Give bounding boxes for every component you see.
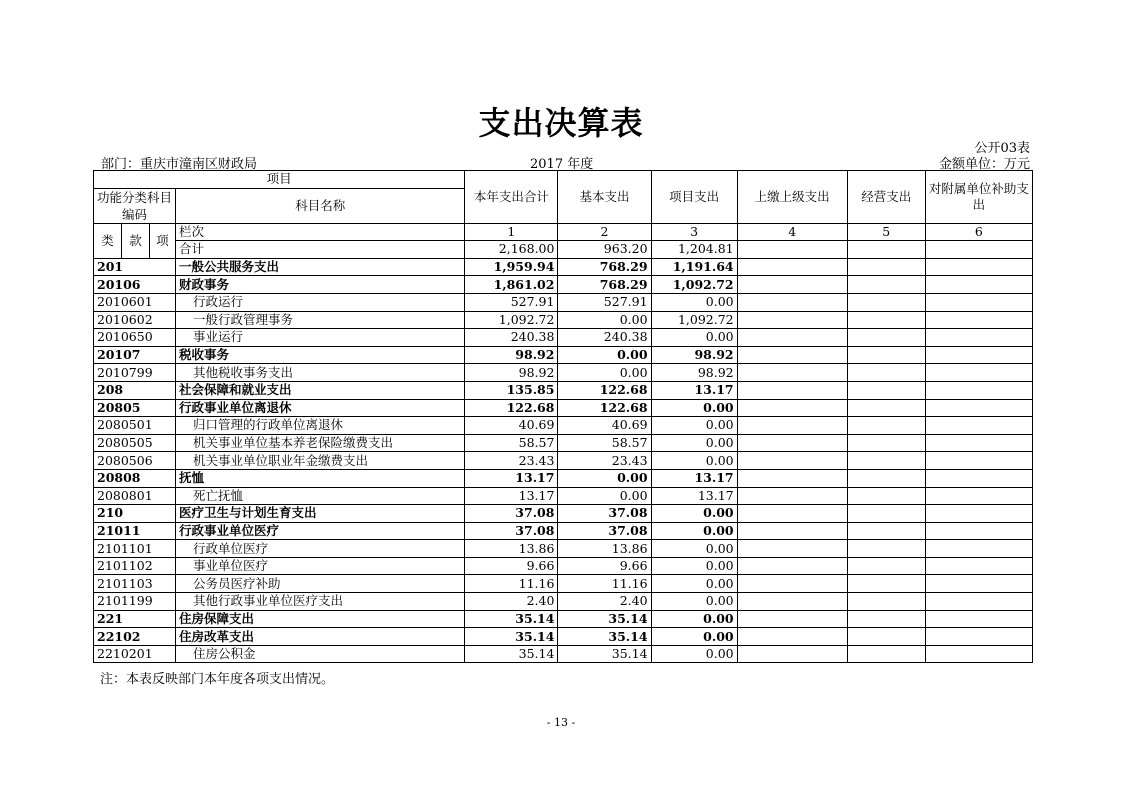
subject-name: 抚恤 <box>176 469 465 487</box>
empty-cell <box>847 452 925 470</box>
empty-cell <box>847 276 925 294</box>
basic-amount: 2.40 <box>558 593 651 611</box>
header-subject-name: 科目名称 <box>176 188 465 223</box>
subject-name: 社会保障和就业支出 <box>176 381 465 399</box>
empty-cell <box>737 505 847 523</box>
empty-cell <box>925 645 1032 663</box>
subject-code: 2101103 <box>94 575 176 593</box>
project-amount: 0.00 <box>651 645 737 663</box>
basic-amount: 11.16 <box>558 575 651 593</box>
empty-cell <box>737 434 847 452</box>
subject-code: 2101101 <box>94 540 176 558</box>
header-basic: 基本支出 <box>558 171 651 224</box>
total-amount: 13.86 <box>465 540 558 558</box>
empty-cell <box>737 399 847 417</box>
total-amount: 122.68 <box>465 399 558 417</box>
empty-cell <box>925 311 1032 329</box>
subject-code: 2010602 <box>94 311 176 329</box>
empty-cell <box>925 593 1032 611</box>
project-amount: 0.00 <box>651 417 737 435</box>
unit-label: 金额单位：万元 <box>938 157 1030 172</box>
total-amount: 37.08 <box>465 505 558 523</box>
total-project: 1,204.81 <box>651 241 737 259</box>
empty-cell <box>847 346 925 364</box>
subject-code: 201 <box>94 258 176 276</box>
project-amount: 0.00 <box>651 540 737 558</box>
project-amount: 0.00 <box>651 628 737 646</box>
total-amount: 13.17 <box>465 487 558 505</box>
empty-cell <box>737 311 847 329</box>
empty-cell <box>847 381 925 399</box>
empty-cell <box>737 610 847 628</box>
empty-cell <box>737 628 847 646</box>
empty-cell <box>847 469 925 487</box>
header-subsidiary: 对附属单位补助支出 <box>925 171 1032 224</box>
table-row <box>94 522 1033 540</box>
subject-name: 一般行政管理事务 <box>176 311 465 329</box>
table-row <box>94 628 1033 646</box>
total-amount: 11.16 <box>465 575 558 593</box>
basic-amount: 0.00 <box>558 364 651 382</box>
table-row <box>94 575 1033 593</box>
empty-cell <box>737 329 847 347</box>
subject-name: 归口管理的行政单位离退休 <box>176 417 465 435</box>
column-index: 6 <box>925 223 1032 241</box>
project-amount: 0.00 <box>651 452 737 470</box>
subject-name: 死亡抚恤 <box>176 487 465 505</box>
basic-amount: 37.08 <box>558 522 651 540</box>
header-business: 经营支出 <box>847 171 925 224</box>
subject-name: 机关事业单位职业年金缴费支出 <box>176 452 465 470</box>
project-amount: 0.00 <box>651 329 737 347</box>
total-amount: 2.40 <box>465 593 558 611</box>
header-kuan: 款 <box>122 223 150 258</box>
header-total: 本年支出合计 <box>465 171 558 224</box>
empty-cell <box>847 293 925 311</box>
subject-code: 2080501 <box>94 417 176 435</box>
subject-name: 事业单位医疗 <box>176 557 465 575</box>
subject-name: 行政单位医疗 <box>176 540 465 558</box>
basic-amount: 527.91 <box>558 293 651 311</box>
table-row <box>94 364 1033 382</box>
empty-cell <box>847 505 925 523</box>
empty-cell <box>925 575 1032 593</box>
header-func-class: 功能分类科目编码 <box>94 188 176 223</box>
project-amount: 1,092.72 <box>651 276 737 294</box>
table-row <box>94 593 1033 611</box>
empty-cell <box>925 417 1032 435</box>
subject-code: 20106 <box>94 276 176 294</box>
subject-name: 住房改革支出 <box>176 628 465 646</box>
empty-cell <box>925 522 1032 540</box>
subject-name: 其他税收事务支出 <box>176 364 465 382</box>
form-number: 公开03表 <box>974 141 1030 156</box>
subject-name: 公务员医疗补助 <box>176 575 465 593</box>
empty-cell <box>847 329 925 347</box>
subject-code: 221 <box>94 610 176 628</box>
subject-code: 21011 <box>94 522 176 540</box>
column-index: 5 <box>847 223 925 241</box>
project-amount: 1,191.64 <box>651 258 737 276</box>
table-row <box>94 487 1033 505</box>
column-index: 4 <box>737 223 847 241</box>
basic-amount: 0.00 <box>558 469 651 487</box>
project-amount: 0.00 <box>651 399 737 417</box>
empty-cell <box>737 293 847 311</box>
empty-cell <box>847 241 925 259</box>
total-row <box>94 241 1033 259</box>
basic-amount: 768.29 <box>558 276 651 294</box>
empty-cell <box>847 610 925 628</box>
expenditure-table <box>93 170 1033 663</box>
empty-cell <box>925 258 1032 276</box>
table-row <box>94 540 1033 558</box>
empty-cell <box>847 557 925 575</box>
empty-cell <box>925 610 1032 628</box>
empty-cell <box>925 293 1032 311</box>
empty-cell <box>737 381 847 399</box>
subject-code: 2080506 <box>94 452 176 470</box>
header-lanci: 栏次 <box>176 223 465 241</box>
table-note: 注：本表反映部门本年度各项支出情况。 <box>100 672 335 687</box>
table-row <box>94 399 1033 417</box>
subject-code: 20808 <box>94 469 176 487</box>
total-basic: 963.20 <box>558 241 651 259</box>
total-amount: 13.17 <box>465 469 558 487</box>
empty-cell <box>847 258 925 276</box>
empty-cell <box>847 399 925 417</box>
subject-name: 事业运行 <box>176 329 465 347</box>
subject-code: 2101199 <box>94 593 176 611</box>
total-amount: 23.43 <box>465 452 558 470</box>
empty-cell <box>737 593 847 611</box>
year-label: 2017 年度 <box>530 157 594 172</box>
subject-name: 医疗卫生与计划生育支出 <box>176 505 465 523</box>
empty-cell <box>925 399 1032 417</box>
basic-amount: 35.14 <box>558 628 651 646</box>
subject-name: 住房公积金 <box>176 645 465 663</box>
basic-amount: 122.68 <box>558 381 651 399</box>
empty-cell <box>847 434 925 452</box>
subject-name: 行政事业单位离退休 <box>176 399 465 417</box>
basic-amount: 13.86 <box>558 540 651 558</box>
empty-cell <box>925 557 1032 575</box>
empty-cell <box>925 364 1032 382</box>
total-amount: 135.85 <box>465 381 558 399</box>
total-amount: 35.14 <box>465 645 558 663</box>
basic-amount: 35.14 <box>558 610 651 628</box>
total-amount: 1,861.02 <box>465 276 558 294</box>
table-row <box>94 293 1033 311</box>
subject-name: 住房保障支出 <box>176 610 465 628</box>
basic-amount: 0.00 <box>558 346 651 364</box>
empty-cell <box>925 452 1032 470</box>
table-row <box>94 329 1033 347</box>
project-amount: 13.17 <box>651 469 737 487</box>
subject-code: 208 <box>94 381 176 399</box>
empty-cell <box>847 628 925 646</box>
subject-code: 2101102 <box>94 557 176 575</box>
empty-cell <box>737 557 847 575</box>
basic-amount: 0.00 <box>558 311 651 329</box>
empty-cell <box>925 505 1032 523</box>
project-amount: 0.00 <box>651 522 737 540</box>
subject-code: 2010799 <box>94 364 176 382</box>
project-amount: 0.00 <box>651 505 737 523</box>
subject-name: 行政运行 <box>176 293 465 311</box>
empty-cell <box>737 487 847 505</box>
total-amount: 240.38 <box>465 329 558 347</box>
empty-cell <box>847 487 925 505</box>
subject-code: 2080801 <box>94 487 176 505</box>
project-amount: 98.92 <box>651 364 737 382</box>
project-amount: 1,092.72 <box>651 311 737 329</box>
project-amount: 0.00 <box>651 593 737 611</box>
total-amount: 527.91 <box>465 293 558 311</box>
empty-cell <box>737 452 847 470</box>
project-amount: 13.17 <box>651 381 737 399</box>
empty-cell <box>847 593 925 611</box>
page-number: - 13 - <box>546 716 576 729</box>
subject-code: 20107 <box>94 346 176 364</box>
department-label: 部门：重庆市潼南区财政局 <box>101 157 258 172</box>
subject-code: 2010601 <box>94 293 176 311</box>
basic-amount: 9.66 <box>558 557 651 575</box>
total-amount: 2,168.00 <box>465 241 558 259</box>
basic-amount: 240.38 <box>558 329 651 347</box>
empty-cell <box>925 434 1032 452</box>
project-amount: 0.00 <box>651 293 737 311</box>
project-amount: 0.00 <box>651 575 737 593</box>
basic-amount: 23.43 <box>558 452 651 470</box>
column-index: 2 <box>558 223 651 241</box>
empty-cell <box>737 645 847 663</box>
table-row <box>94 469 1033 487</box>
empty-cell <box>925 628 1032 646</box>
empty-cell <box>737 364 847 382</box>
table-row <box>94 276 1033 294</box>
total-amount: 98.92 <box>465 364 558 382</box>
page-title: 支出决算表 <box>478 104 644 142</box>
table-row <box>94 645 1033 663</box>
empty-cell <box>925 487 1032 505</box>
empty-cell <box>847 311 925 329</box>
total-amount: 98.92 <box>465 346 558 364</box>
empty-cell <box>847 575 925 593</box>
empty-cell <box>737 417 847 435</box>
project-amount: 0.00 <box>651 434 737 452</box>
empty-cell <box>925 346 1032 364</box>
subject-code: 210 <box>94 505 176 523</box>
basic-amount: 58.57 <box>558 434 651 452</box>
total-amount: 35.14 <box>465 610 558 628</box>
basic-amount: 35.14 <box>558 645 651 663</box>
empty-cell <box>925 469 1032 487</box>
table-row <box>94 381 1033 399</box>
empty-cell <box>925 540 1032 558</box>
header-project: 项目支出 <box>651 171 737 224</box>
subject-code: 20805 <box>94 399 176 417</box>
empty-cell <box>737 540 847 558</box>
table-row <box>94 434 1033 452</box>
header-xiang: 项 <box>150 223 176 258</box>
column-index: 1 <box>465 223 558 241</box>
empty-cell <box>925 329 1032 347</box>
table-row <box>94 505 1033 523</box>
table-row <box>94 557 1033 575</box>
empty-cell <box>925 276 1032 294</box>
subject-code: 2010650 <box>94 329 176 347</box>
empty-cell <box>737 276 847 294</box>
subject-name: 行政事业单位医疗 <box>176 522 465 540</box>
column-index: 3 <box>651 223 737 241</box>
basic-amount: 768.29 <box>558 258 651 276</box>
total-amount: 35.14 <box>465 628 558 646</box>
subject-name: 机关事业单位基本养老保险缴费支出 <box>176 434 465 452</box>
basic-amount: 37.08 <box>558 505 651 523</box>
header-item: 项目 <box>94 171 465 189</box>
total-amount: 37.08 <box>465 522 558 540</box>
header-upper: 上缴上级支出 <box>737 171 847 224</box>
basic-amount: 0.00 <box>558 487 651 505</box>
project-amount: 13.17 <box>651 487 737 505</box>
basic-amount: 40.69 <box>558 417 651 435</box>
empty-cell <box>737 241 847 259</box>
empty-cell <box>737 346 847 364</box>
empty-cell <box>737 258 847 276</box>
subject-name: 税收事务 <box>176 346 465 364</box>
empty-cell <box>847 645 925 663</box>
empty-cell <box>847 540 925 558</box>
total-amount: 9.66 <box>465 557 558 575</box>
subject-name: 一般公共服务支出 <box>176 258 465 276</box>
project-amount: 0.00 <box>651 610 737 628</box>
subject-name: 其他行政事业单位医疗支出 <box>176 593 465 611</box>
basic-amount: 122.68 <box>558 399 651 417</box>
empty-cell <box>737 469 847 487</box>
subject-code: 22102 <box>94 628 176 646</box>
project-amount: 0.00 <box>651 557 737 575</box>
subject-code: 2210201 <box>94 645 176 663</box>
project-amount: 98.92 <box>651 346 737 364</box>
empty-cell <box>925 381 1032 399</box>
table-row <box>94 311 1033 329</box>
table-row <box>94 610 1033 628</box>
total-label: 合计 <box>176 241 465 259</box>
table-row <box>94 346 1033 364</box>
empty-cell <box>737 522 847 540</box>
empty-cell <box>925 241 1032 259</box>
total-amount: 58.57 <box>465 434 558 452</box>
total-amount: 1,092.72 <box>465 311 558 329</box>
subject-name: 财政事务 <box>176 276 465 294</box>
empty-cell <box>847 522 925 540</box>
empty-cell <box>737 575 847 593</box>
header-lei: 类 <box>94 223 122 258</box>
table-row <box>94 417 1033 435</box>
empty-cell <box>847 364 925 382</box>
total-amount: 40.69 <box>465 417 558 435</box>
empty-cell <box>847 417 925 435</box>
table-row <box>94 258 1033 276</box>
total-amount: 1,959.94 <box>465 258 558 276</box>
subject-code: 2080505 <box>94 434 176 452</box>
table-row <box>94 452 1033 470</box>
